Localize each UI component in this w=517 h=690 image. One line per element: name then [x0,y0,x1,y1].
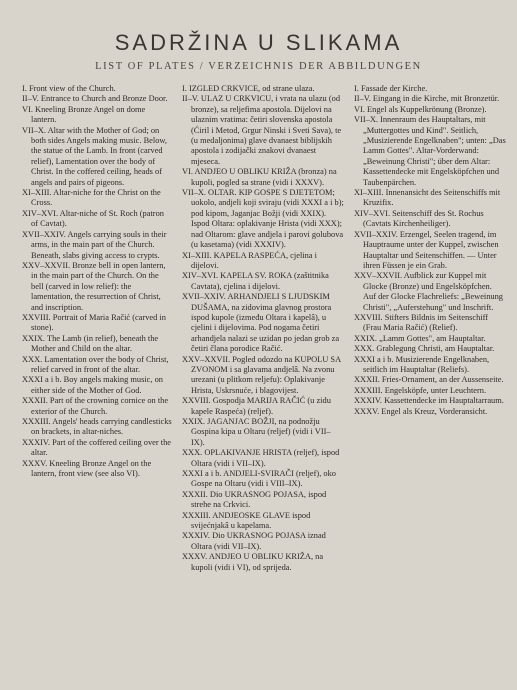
plate-entry: XXV–XXVII. Pogled odozdo na KUPOLU SA ZVONOM i sa glavama andjelâ. Na zvonu urezani (u plitkom reljefu): Oplakivanje Hrista, Uskrsnuće, i blagovijest. [182,354,341,395]
plate-entry: I. Fassade der Kirche. [354,84,428,93]
plate-entry: XXXIII. Angels' heads carrying candlesticks on brackets, in altar-niches. [22,417,172,437]
column-english [22,84,172,479]
plate-entry: XXX. Grablegung Christi, am Hauptaltar. [354,344,495,354]
plate-entry: XXXV. ANDJEO U OBLIKU KRIŽA, na kupoli (vidi i VI), od sprijeda. [182,552,324,572]
column-croatian [182,84,344,573]
plate-entry: XXV–XXVII. Bronze bell in open lantern, in the main part of the Church. On the bell (carved in low relief): the lamentation, the resurrection of Christ, and inscription. [22,260,166,312]
plate-entry: XVII–XXIV. Erzengel, Seelen tragend, im Hauptraume unter der Kuppel, zwischen Hauptaltar und Seitenschiffen. — Unter ihren Füssen je ein Grab. [354,229,499,270]
plate-entry: XXXII. Dio UKRASNOG POJASA, ispod strehe na Crkvici. [182,489,327,510]
column-german [354,84,506,417]
plate-entry: I. Front view of the Church. [22,84,116,93]
plate-entry: XXIX. „Lamm Gottes", am Hauptaltar. [354,333,486,343]
plate-entry: XXX. OPLAKIVANJE HRISTA (reljef), ispod Oltara (vidi i VII–IX). [182,448,340,468]
plate-entry: VI. Engel als Kuppelkrönung (Bronze). [354,104,487,114]
plate-entry: XXXII. Part of the crowning cornice on the exterior of the Church. [22,396,169,416]
plate-entry: VII–X. Innenraum des Hauptaltars, mit „Muttergottes und Kind". Seitlich, „Musizierende Engelknaben"; unten: „Das Lamm Gottes". Altar-Vorderwand: „Beweinung Christi"; über dem Altar: Kassettendecke mit Engelsköpfchen und Taubenpärchen. [354,115,506,187]
plate-entry: VII–X. OLTAR. KIP GOSPE S DJETETOM; uokolo, andjeli koji sviraju (vidi XXXI a i b); pod kipom, Jaganjac Božji (vidi XXIX). Ispod Oltara: oplakivanje Hrista (vidi XXX); nad Oltarom: glave andjela i parovi golubova (u kasetama) (vidi XXXIV). [182,188,344,250]
plate-entry: XXXV. Engel als Kreuz, Vorderansicht. [354,406,488,416]
plate-entry: XXXII. Fries-Ornament, an der Aussenseite. [354,375,504,385]
plate-entry: XXXI a i b. Musizierende Engelknaben, seitlich im Hauptaltar (Reliefs). [354,354,490,374]
page-subtitle: LIST OF PLATES / VERZEICHNIS DER ABBILDUNGEN [95,61,422,72]
plate-entry: II–V. ULAZ U CRKVICU, i vrata na ulazu (od bronze), sa reljefima apostola. Dijelovi na ulaznim vratima: četiri slovenska apostola (Ćiril i Metod, Grgur Ninski i Sveti Sava), te (u medaljonima) glave dvanaest biblijskih apostola i zodijački znakovi dvanaest mjeseca. [182,94,342,166]
plate-entry: VII–X. Altar with the Mother of God; on both sides Angels making music. Below, the statue of the Lamb. In front (carved relief), Lamentation over the body of Christ. In the coffered ceiling, heads of angels and pairs of pigeons. [22,125,168,187]
plate-entry: XXV–XXVII. Aufblick zur Kuppel mit Glocke (Bronze) und Engelsköpfchen. Auf der Glocke Flachreliefs: „Beweinung Christi", „Auferstehung" und Inschrift. [354,271,503,312]
plate-entry: II–V. Entrance to Church and Bronze Door. [22,94,168,104]
plate-entry: XIV–XVI. Altar-niche of St. Roch (patron of Cavtat). [22,208,164,229]
plate-entry: XXXIV. Part of the coffered ceiling over the altar. [22,437,171,458]
plate-entry: XXVIII. Stifters Bildnis im Seitenschiff (Frau Maria Račić) (Relief). [354,312,489,333]
plate-entry: XIV–XVI. Seitenschiff des St. Rochus (Cavtats Kirchenheiliger). [354,208,484,229]
plate-entry: XXIX. The Lamb (in relief), beneath the Mother and Child on the altar. [22,333,159,354]
plate-entry: XXXI a i b. ANDJELI-SVIRAČI (reljef), oko Gospe na Oltaru (vidi i VIII–IX). [182,469,336,489]
plate-entry: XXXIV. Kassettendecke im Hauptaltarraum. [354,396,504,406]
plate-entry: XXX. Lamentation over the body of Christ, relief carved in front of the altar. [22,354,169,374]
plate-entry: VI. ANDJEO U OBLIKU KRIŽA (bronza) na kupoli, pogled sa strane (vidi i XXXV). [182,167,337,187]
plate-entry: XI–XIII. KAPELA RASPEĆA, cjelina i dijelovi. [182,250,317,270]
plate-entry: XXXI a i b. Boy angels making music, on either side of the Mother of God. [22,375,163,395]
plate-entry: I. IZGLED CRKVICE, od strane ulaza. [182,84,315,93]
plate-entry: XXXIII. Engelsköpfe, unter Leuchtern. [354,385,487,395]
plate-entry: XI–XIII. Altar-niche for the Christ on the Cross. [22,188,161,208]
plate-entry: XXIX. JAGANJAC BOŽJI, na podnožju Gospina kipa u Oltaru (reljef) (vidi i VII–IX). [182,417,331,447]
plate-entry: XXVIII. Gospodja MARIJA RAČIĆ (u zidu kapele Raspeća) (reljef). [182,396,331,416]
plate-entry: VI. Kneeling Bronze Angel on dome lantern. [22,104,146,125]
plate-entry: XXXV. Kneeling Bronze Angel on the lantern, front view (see also VI). [22,458,152,479]
page-title: SADRŽINA U SLIKAMA [114,30,403,55]
plate-entry: XXXIII. ANDJEOSKE GLAVE ispod svijećnjakâ u kapelama. [182,510,311,531]
plate-entry: XIV–XVI. KAPELA SV. ROKA (zaštitnika Cavtata), cjelina i dijelovi. [182,271,329,291]
plate-entry: XXXIV. Dio UKRASNOG POJASA iznad Oltara (vidi VII–IX). [182,531,326,551]
plate-entry: XVII–XXIV. Angels carrying souls in their arms, in the main part of the Church. Beneath, slabs giving access to crypts. [22,229,167,260]
plate-entry: XVII–XXIV. ARHANDJELI S LJUDSKIM DUŠAMA, na zidovima glavnog prostora ispod kupole (između Oltara i kapelâ), u cjelini i dijelovima. Pod nogama četiri arhandjela nalazi se uzidan po jedan grob za četiri člana porodice Račić. [182,292,340,354]
plate-entry: XI–XIII. Innenansicht des Seitenschiffs mit Kruzifix. [354,188,501,208]
plate-entry: XXVIII. Portrait of Maria Račić (carved in stone). [22,312,166,333]
plate-entry: II–V. Eingang in die Kirche, mit Bronzetür. [354,94,500,104]
